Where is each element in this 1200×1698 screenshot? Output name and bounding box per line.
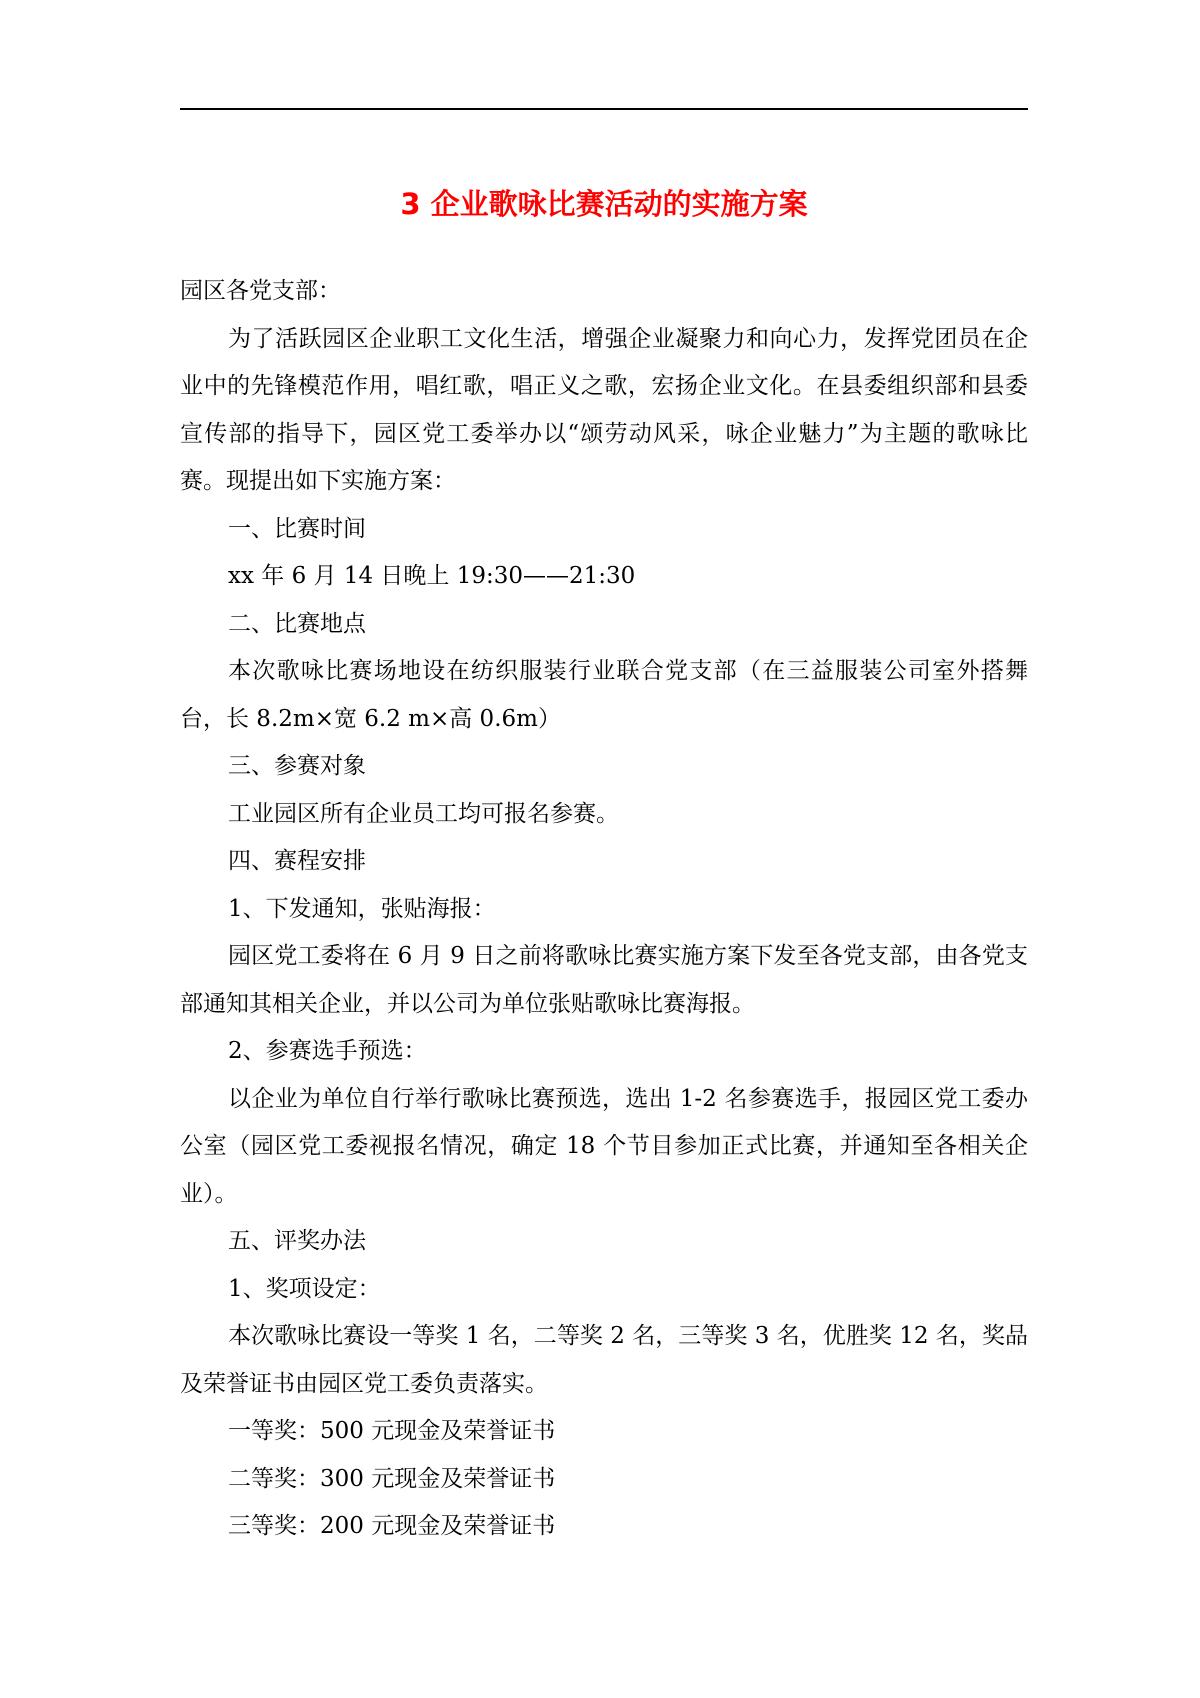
intro-paragraph: 为了活跃园区企业职工文化生活，增强企业凝聚力和向心力，发挥党团员在企业中的先锋模范作用，唱红歌，唱正义之歌，宏扬企业文化。在县委组织部和县委宣传部的指导下，园区党工委举办以“颂劳动风采，咏企业魅力”为主题的歌咏比赛。现提出如下实施方案： [180,325,1028,494]
subheading-notice: 1、下发通知，张贴海报： [228,895,496,922]
salutation: 园区各党支部： [180,278,341,304]
header-rule [180,108,1028,110]
section-heading-awards: 五、评奖办法 [228,1228,366,1254]
section-heading-schedule: 四、赛程安排 [228,848,366,874]
section-heading-time: 一、比赛时间 [228,515,366,542]
second-prize-line: 二等奖：300 元现金及荣誉证书 [228,1465,556,1492]
preselection-paragraph: 以企业为单位自行举行歌咏比赛预选，选出 1-2 名参赛选手，报园区党工委办公室（园区党工委视报名情况，确定 18 个节目参加正式比赛，并通知至各相关企业）。 [180,1085,1028,1207]
award-setup-paragraph: 本次歌咏比赛设一等奖 1 名，二等奖 2 名，三等奖 3 名，优胜奖 12 名，奖品及荣誉证书由园区党工委负责落实。 [180,1323,1028,1397]
first-prize-line: 一等奖：500 元现金及荣誉证书 [228,1418,556,1444]
participants-paragraph: 工业园区所有企业员工均可报名参赛。 [228,800,619,827]
notice-paragraph: 园区党工委将在 6 月 9 日之前将歌咏比赛实施方案下发至各党支部，由各党支部通知其相关企业，并以公司为单位张贴歌咏比赛海报。 [180,943,1028,1017]
document-title: 3 企业歌咏比赛活动的实施方案 [400,187,808,221]
time-paragraph: xx 年 6 月 14 日晚上 19:30——21:30 [228,563,636,589]
subheading-award-setup: 1、奖项设定： [228,1275,381,1302]
document-body [180,268,1028,1551]
section-heading-participants: 三、参赛对象 [228,753,366,779]
section-heading-venue: 二、比赛地点 [228,610,366,637]
subheading-preselection: 2、参赛选手预选： [228,1038,427,1064]
venue-paragraph: 本次歌咏比赛场地设在纺织服装行业联合党支部（在三益服装公司室外搭舞台，长 8.2m×宽 6.2 m×高 0.6m） [180,658,1028,732]
third-prize-line: 三等奖：200 元现金及荣誉证书 [228,1513,556,1539]
